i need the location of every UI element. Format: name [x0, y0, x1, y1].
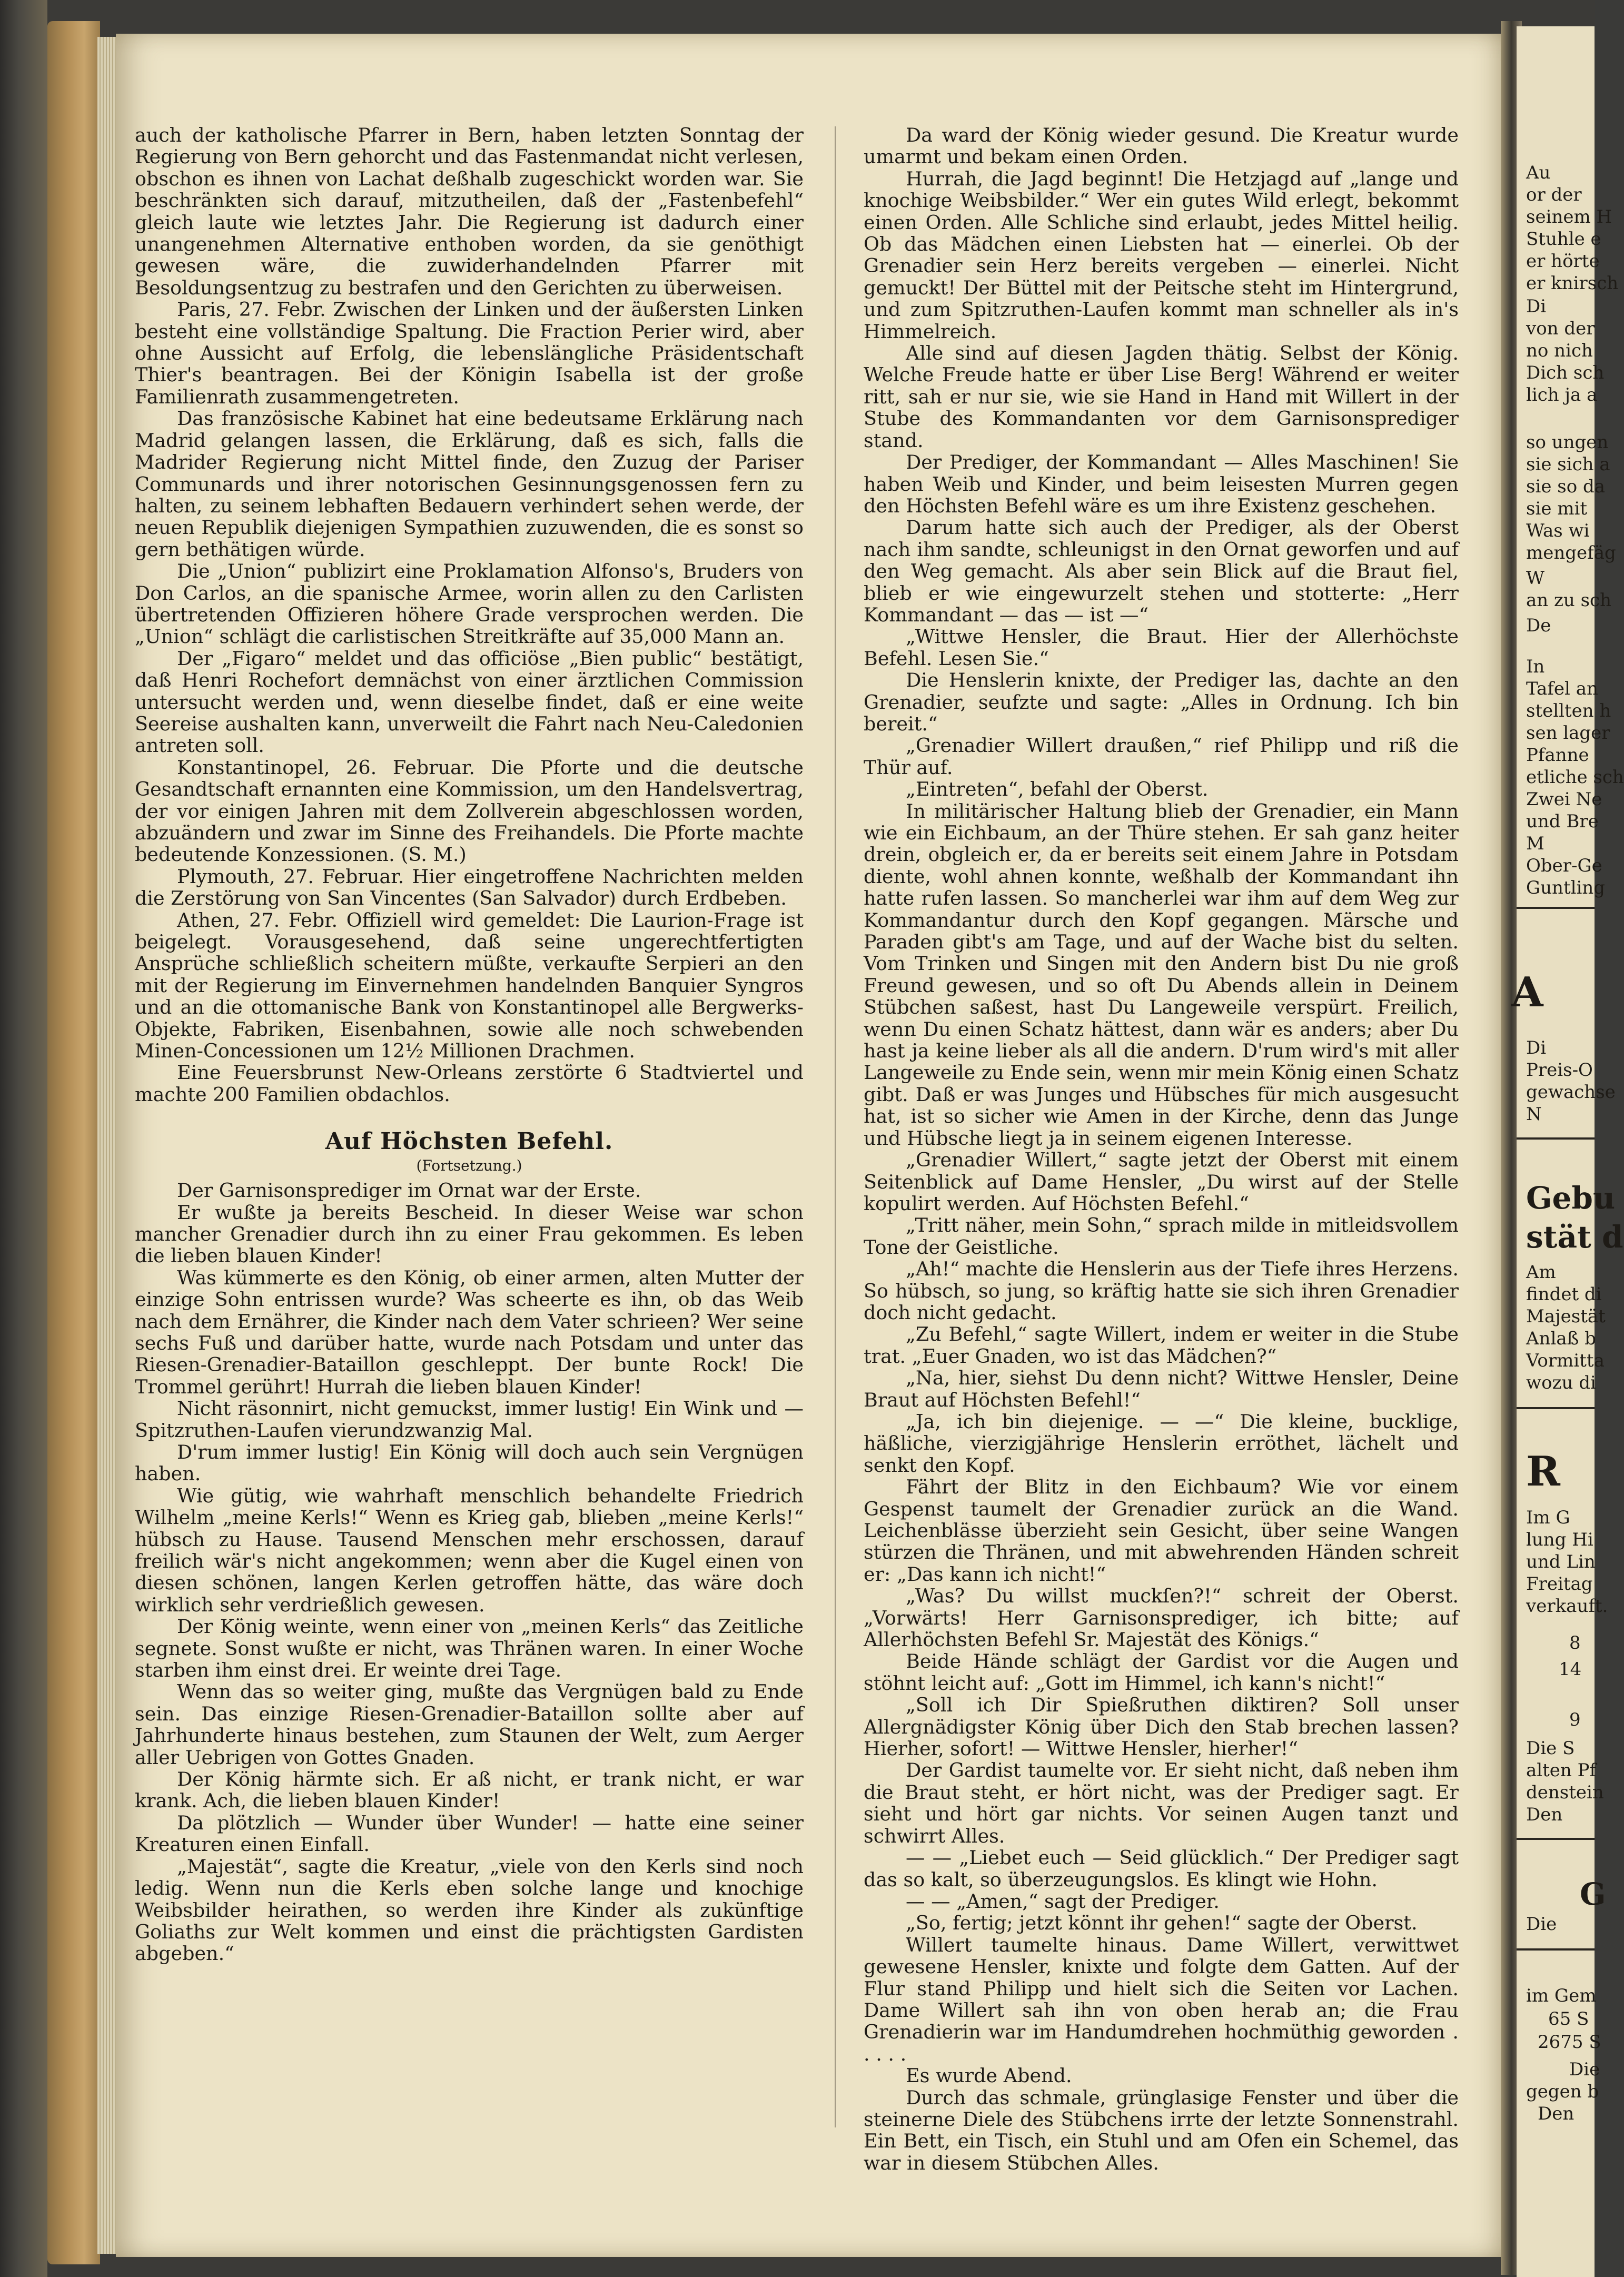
- facing-fragment: lung Hi: [1526, 1529, 1593, 1550]
- story-paragraph: Durch das schmale, grünglasige Fenster und über die steinerne Diele des Stübchens irrte der letzte Sonnenstrahl. Ein Bett, ein Tisch, ein Stuhl und am Ofen ein Schemel, das war in diesem Stübchen Alles.: [864, 2086, 1459, 2174]
- story-paragraph: In militärischer Haltung blieb der Grenadier, ein Mann wie ein Eichbaum, an der Thüre stehen. Er sah ganz heiter drein, obgleich er, da er bereits seit einem Jahre in Potsdam diente, wohl ahnen konnte, weßhalb der Kommandant ihn hatte rufen lassen. So mancherlei war ihm auf dem Weg zur Kommandantur durch den Kopf gegangen. Märsche und Paraden gibt's am Tage, und auf der Wache bist du selten. Vom Trinken und Singen mit den Andern bist Du nie groß Freund gewesen, und so oft Du Abends allein in Deinem Stübchen saßest, hast Du Langeweile verspürt. Freilich, wenn Du einen Schatz hättest, dann wär es anders; aber Du hast ja keine lieber als all die andern. D'rum wird's mit aller Langeweile zu Ende sein, wenn mir mein König einen Schatz gibt. Daß er was Junges und Hübsches für mich ausgesucht hat, ist so sicher wie Amen in der Kirche, denn das Junge und Hübsche liegt ja in seinem eigenen Interesse.: [864, 799, 1459, 1150]
- news-paragraph: Der „Figaro“ meldet und das officiöse „Bien public“ bestätigt, daß Henri Rochefort demnächst von einer ärztlichen Commission untersucht werden und, wenn dieselbe findet, daß er eine weite Seereise aushalten kann, unverweilt die Fahrt nach Neu-Caledonien antreten soll.: [135, 647, 804, 757]
- facing-fragment: er knirsch: [1526, 273, 1619, 294]
- facing-fragment: Den: [1526, 1804, 1563, 1825]
- facing-fragment: Anlaß b: [1526, 1328, 1596, 1349]
- story-paragraph: „So, fertig; jetzt könnt ihr gehen!“ sagte der Oberst.: [906, 1912, 1418, 1935]
- facing-heading: stät d: [1526, 1219, 1623, 1255]
- story-paragraph: „Tritt näher, mein Sohn,“ sprach milde in mitleidsvollem Tone der Geistliche.: [864, 1214, 1459, 1259]
- news-paragraph: Athen, 27. Febr. Offiziell wird gemeldet: Die Laurion-Frage ist beigelegt. Vorausgesehend, daß seine ungerechtfertigten Ansprüche schließlich scheitern müßte, verkaufte Serpieri an den mit der Regierung im Einvernehmen handelnden Banquier Syngros und an die ottomanische Bank von Konstantinopel alle Bergwerks-Objekte, Fabriken, Eisenbahnen, sowie alle noch schwebenden Minen-Concessionen um 12½ Millionen Drachmen.: [135, 908, 804, 1063]
- facing-fragment: lich ja a: [1526, 384, 1598, 405]
- facing-fragment: Zwei Ne: [1526, 789, 1602, 810]
- facing-fragment: Di: [1526, 1037, 1547, 1058]
- facing-fragment: er hörte: [1526, 251, 1600, 272]
- story-paragraph: — — „Liebet euch — Seid glücklich.“ Der Prediger sagt das so kalt, so überzeugungslos. Es klingt wie Hohn.: [864, 1846, 1459, 1891]
- story-paragraph: Da ward der König wieder gesund. Die Kreatur wurde umarmt und bekam einen Orden.: [864, 124, 1459, 169]
- story-paragraph: „Na, hier, siehst Du denn nicht? Wittwe Hensler, Deine Braut auf Höchsten Befehl!“: [864, 1367, 1459, 1411]
- news-paragraph: auch der katholische Pfarrer in Bern, haben letzten Sonntag der Regierung von Bern gehorcht und das Fastenmandat nicht verlesen, obschon es ihnen von Lachat deßhalb zugeschickt worden war. Sie beschränkten sich darauf, mitzutheilen, daß der „Fastenbefehl“ gleich laute wie letztes Jahr. Die Regierung ist dadurch einer unangenehmen Alternative enthoben worden, da sie genöthigt gewesen wäre, die zuwiderhandelnden Pfarrer mit Besoldungsentzug zu bestrafen und den Gerichten zu überweisen.: [135, 124, 804, 299]
- news-paragraph: Eine Feuersbrunst New-Orleans zerstörte 6 Stadtviertel und machte 200 Familien obdachlos.: [135, 1061, 804, 1106]
- facing-fragment: Guntling: [1526, 877, 1606, 898]
- news-paragraph: Plymouth, 27. Februar. Hier eingetroffene Nachrichten melden die Zerstörung von San Vincentes (San Salvador) durch Erdbeben.: [135, 865, 804, 910]
- facing-fragment: von der: [1526, 318, 1595, 339]
- facing-fragment: mengefäg: [1526, 542, 1616, 563]
- story-paragraph: Darum hatte sich auch der Prediger, als der Oberst nach ihm sandte, schleunigst in den Ornat geworfen und auf den Weg gemacht. Als aber sein Blick auf die Braut fiel, blieb er wie eingewurzelt stehen und stotterte: „Herr Kommandant — das — ist —“: [864, 516, 1459, 626]
- facing-fragment: verkauft.: [1526, 1596, 1608, 1617]
- story-paragraph: Wie gütig, wie wahrhaft menschlich behandelte Friedrich Wilhelm „meine Kerls!“ Wenn es Krieg gab, blieben „meine Kerls!“ hübsch zu Hause. Tausend Menschen mehr erschossen, darauf freilich wär's nicht angekommen; wenn aber die Kugel einen von diesen schönen, langen Kerlen getroffen hätte, das wäre doch wirklich sehr verdrießlich gewesen.: [135, 1484, 804, 1616]
- story-paragraph: „Grenadier Willert draußen,“ rief Philipp und riß die Thür auf.: [864, 734, 1459, 779]
- facing-fragment: Ober-Ge: [1526, 855, 1602, 876]
- facing-rule: [1517, 907, 1595, 909]
- facing-fragment: Freitag: [1526, 1573, 1593, 1595]
- facing-fragment: so ungen: [1526, 432, 1609, 453]
- facing-rule: [1517, 1838, 1595, 1840]
- story-paragraph: „Eintreten“, befahl der Oberst.: [906, 778, 1209, 801]
- facing-fragment: no nich: [1526, 340, 1593, 361]
- book-binding: [0, 0, 47, 2277]
- facing-fragment: Di: [1526, 296, 1547, 317]
- story-paragraph: Fährt der Blitz in den Eichbaum? Wie vor einem Gespenst taumelt der Grenadier zurück an die Wand. Leichenblässe überzieht sein Gesicht, über seine Wangen stürzen die Thränen, und mit abwehrenden Händen schreit er: „Das kann ich nicht!“: [864, 1476, 1459, 1586]
- facing-rule: [1517, 1407, 1595, 1409]
- facing-fragment: W: [1526, 568, 1544, 589]
- story-paragraph: „Was? Du willst muckſen?!“ schreit der Oberst. „Vorwärts! Herr Garnisonsprediger, ich bitte; auf Allerhöchsten Befehl Sr. Majestät des Königs.“: [864, 1585, 1459, 1651]
- facing-fragment: 65 S: [1548, 2008, 1589, 2029]
- story-paragraph: D'rum immer lustig! Ein König will doch auch sein Vergnügen haben.: [135, 1440, 804, 1486]
- story-paragraph: Der Gardist taumelte vor. Er sieht nicht, daß neben ihm die Braut steht, er hört nicht, was der Prediger sagt. Er sieht und hört gar nichts. Vor seinen Augen tanzt und schwirrt Alles.: [864, 1759, 1459, 1847]
- story-subtitle: (Fortsetzung.): [416, 1156, 522, 1174]
- news-paragraph: Konstantinopel, 26. Februar. Die Pforte und die deutsche Gesandtschaft ernannten eine Kommission, um den Handelsvertrag, der vor einigen Jahren mit dem Zollverein abgeschlossen worden, abzuändern und zwar im Sinne des Freihandels. Die Pforte machte bedeutende Konzessionen. (S. M.): [135, 756, 804, 866]
- story-paragraph: Alle sind auf diesen Jagden thätig. Selbst der König. Welche Freude hatte er über Lise Berg! Während er weiter ritt, sah er nur sie, wie sie Hand in Hand mit Willert in der Stube des Kommandanten vor dem Garnisonsprediger stand.: [864, 342, 1459, 452]
- facing-fragment: N: [1526, 1104, 1542, 1125]
- facing-fragment: gewachse: [1526, 1082, 1616, 1103]
- story-paragraph: „Zu Befehl,“ sagte Willert, indem er weiter in die Stube trat. „Euer Gnaden, wo ist das Mädchen?“: [864, 1323, 1459, 1368]
- facing-heading: A: [1511, 968, 1543, 1016]
- story-paragraph: Wenn das so weiter ging, mußte das Vergnügen bald zu Ende sein. Das einzige Riesen-Grenadier-Bataillon sollte aber auf Jahrhunderte hinaus bestehen, zum Staunen der Welt, zum Aerger aller Uebrigen von Gottes Gnaden.: [135, 1680, 804, 1769]
- story-paragraph: Der Garnisonsprediger im Ornat war der Erste.: [177, 1179, 641, 1202]
- story-paragraph: Beide Hände schlägt der Gardist vor die Augen und stöhnt leicht auf: „Gott im Himmel, ich kann's nicht!“: [864, 1650, 1459, 1695]
- facing-fragment: sie sich a: [1526, 454, 1610, 475]
- story-paragraph: Was kümmerte es den König, ob einer armen, alten Mutter der einzige Sohn entrissen wurde? Was scheerte es ihn, ob das Weib nach dem Ernährer, die Kinder nach dem Vater schrieen? Wer seine sechs Fuß und darüber hatte, wurde nach Potsdam und unter das Riesen-Grenadier-Bataillon geschleppt. Der bunte Rock! Die Trommel gerührt! Hurrah die lieben blauen Kinder!: [135, 1266, 804, 1398]
- facing-fragment: Stuhle e: [1526, 229, 1601, 250]
- facing-fragment: 2675 S: [1538, 2032, 1601, 2053]
- page-stack-edge: [97, 37, 118, 2254]
- facing-fragment: Au: [1526, 162, 1551, 183]
- story-paragraph: „Ah!“ machte die Henslerin aus der Tiefe ihres Herzens. So hübsch, so jung, so kräftig hatte sie sich ihren Grenadier doch nicht gedacht.: [864, 1258, 1459, 1324]
- facing-fragment: an zu sch: [1526, 590, 1611, 611]
- story-paragraph: Da plötzlich — Wunder über Wunder! — hatte eine seiner Kreaturen einen Einfall.: [135, 1811, 804, 1856]
- facing-fragment: Die S: [1526, 1738, 1575, 1759]
- story-paragraph: „Soll ich Dir Spießruthen diktiren? Soll unser Allergnädigster König über Dich den Stab brechen lassen? Hierher, sofort! — Wittwe Hensler, hierher!“: [864, 1694, 1459, 1760]
- story-paragraph: Hurrah, die Jagd beginnt! Die Hetzjagd auf „lange und knochige Weibsbilder.“ Wer ein gutes Wild erlegt, bekommt einen Orden. Alle Schliche sind erlaubt, jedes Mittel heilig. Ob das Mädchen einen Liebsten hat — einerlei. Ob der Grenadier sein Herz bereits vergeben — einerlei. Nicht gemuckt! Der Büttel mit der Peitsche steht im Hintergrund, und zum Spitzruthen-Laufen kommt man schneller als in's Himmelreich.: [864, 167, 1459, 343]
- facing-fragment: 8: [1569, 1632, 1581, 1654]
- story-paragraph: Willert taumelte hinaus. Dame Willert, verwittwet gewesene Hensler, knixte und folgte dem Gatten. Auf der Flur stand Philipp und hielt sich die Seiten vor Lachen. Dame Willert sah ihn von oben herab an; die Frau Grenadierin war im Handumdrehen hochmüthig geworden . . . . .: [864, 1933, 1459, 2065]
- facing-fragment: Tafel an: [1526, 678, 1598, 699]
- story-paragraph: Nicht räsonnirt, nicht gemuckst, immer lustig! Ein Wink und — Spitzruthen-Laufen vierundzwanzig Mal.: [135, 1397, 804, 1442]
- news-paragraph: Das französische Kabinet hat eine bedeutsame Erklärung nach Madrid gelangen lassen, die Erklärung, daß es sich, falls die Madrider Regierung nicht Mittel finde, den Zuzug der Pariser Communards und ihrer notorischen Gesinnungsgenossen fern zu halten, zu seinem lebhaften Bedauern verhindert sehen werde, der neuen Republik diejenigen Sympathien zuzuwenden, die es sonst so gern bethätigen würde.: [135, 407, 804, 561]
- facing-fragment: findet di: [1526, 1284, 1602, 1305]
- facing-fragment: Vormitta: [1526, 1350, 1605, 1371]
- news-paragraph: Paris, 27. Febr. Zwischen der Linken und der äußersten Linken besteht eine vollständige Spaltung. Die Fraction Perier wird, aber ohne Aussicht auf Erfolg, die lebenslängliche Präsidentschaft Thier's beantragen. Bei der Königin Isabella ist der große Familienrath zusammengetreten.: [135, 298, 804, 408]
- story-paragraph: „Wittwe Hensler, die Braut. Hier der Allerhöchste Befehl. Lesen Sie.“: [864, 625, 1459, 670]
- facing-fragment: sen lager: [1526, 722, 1610, 744]
- facing-fragment: Majestät: [1526, 1306, 1606, 1327]
- facing-fragment: Am: [1526, 1262, 1556, 1283]
- facing-rule: [1517, 1948, 1595, 1951]
- story-title: Auf Höchsten Befehl.: [325, 1128, 613, 1155]
- left-column: [135, 124, 804, 1965]
- story-paragraph: — — „Amen,“ sagt der Prediger.: [906, 1889, 1220, 1913]
- facing-heading: Gebu: [1526, 1180, 1616, 1216]
- facing-fragment: 9: [1569, 1709, 1581, 1730]
- facing-fragment: Den: [1538, 2103, 1575, 2124]
- right-column: [864, 124, 1459, 2174]
- story-paragraph: Der König härmte sich. Er aß nicht, er trank nicht, er war krank. Ach, die lieben blauen Kinder!: [135, 1768, 804, 1813]
- story-paragraph: Der König weinte, wenn einer von „meinen Kerls“ das Zeitliche segnete. Sonst wußte er nicht, was Thränen waren. In einer Woche starben ihm einst drei. Er weinte drei Tage.: [135, 1615, 804, 1682]
- facing-fragment: und Bre: [1526, 811, 1599, 832]
- facing-page-edge: [1511, 26, 1624, 2277]
- facing-fragment: Pfanne: [1526, 745, 1589, 766]
- facing-fragment: sie mit: [1526, 498, 1588, 519]
- facing-fragment: or der: [1526, 184, 1582, 205]
- story-paragraph: „Grenadier Willert,“ sagte jetzt der Oberst mit einem Seitenblick auf Dame Hensler, „Du wirst auf der Stelle kopulirt werden. Auf Höchsten Befehl.“: [864, 1149, 1459, 1215]
- facing-fragment: 14: [1559, 1659, 1582, 1680]
- story-paragraph: Die Henslerin knixte, der Prediger las, dachte an den Grenadier, seufzte und sagte: „Alles in Ordnung. Ich bin bereit.“: [864, 669, 1459, 735]
- facing-heading: G: [1580, 1876, 1606, 1912]
- facing-fragment: stellten h: [1526, 700, 1611, 721]
- facing-rule: [1517, 1137, 1595, 1140]
- facing-fragment: etliche sch: [1526, 767, 1624, 788]
- book-cover-edge: [47, 21, 100, 2264]
- story-paragraph: Es wurde Abend.: [906, 2064, 1072, 2087]
- story-paragraph: „Majestät“, sagte die Kreatur, „viele von den Kerls sind noch ledig. Wenn nun die Kerls eben solche lange und knochige Weibsbilder heirathen, so werden ihre Kinder als zukünftige Goliaths zur Welt kommen und einst die prächtigsten Gardisten abgeben.“: [135, 1855, 804, 1965]
- facing-fragment: Die: [1569, 2059, 1600, 2080]
- facing-fragment: Im G: [1526, 1507, 1570, 1528]
- column-rule: [835, 126, 836, 2127]
- facing-fragment: denstein: [1526, 1782, 1604, 1803]
- facing-fragment: M: [1526, 833, 1544, 854]
- news-paragraph: Die „Union“ publizirt eine Proklamation Alfonso's, Bruders von Don Carlos, an die spanische Armee, worin allen zu den Carlisten übertretenden Offizieren höhere Grade versprochen werden. Die „Union“ schlägt die carlistischen Streitkräfte auf 35,000 Mann an.: [135, 560, 804, 648]
- facing-fragment: Die: [1526, 1914, 1557, 1935]
- story-paragraph: Der Prediger, der Kommandant — Alles Maschinen! Sie haben Weib und Kinder, und beim leisesten Murren gegen den Höchsten Befehl wäre es um ihre Existenz geschehen.: [864, 451, 1459, 517]
- facing-fragment: De: [1526, 615, 1551, 636]
- facing-fragment: alten Pf: [1526, 1760, 1597, 1781]
- facing-fragment: seinem H: [1526, 206, 1612, 227]
- facing-heading: R: [1526, 1448, 1560, 1496]
- story-paragraph: „Ja, ich bin diejenige. — —“ Die kleine, bucklige, häßliche, vierzigjährige Henslerin erröthet, lächelt und senkt den Kopf.: [864, 1410, 1459, 1477]
- facing-fragment: Preis-O: [1526, 1060, 1593, 1081]
- facing-fragment: sie so da: [1526, 476, 1606, 497]
- facing-fragment: gegen b: [1526, 2081, 1599, 2102]
- story-paragraph: Er wußte ja bereits Bescheid. In dieser Weise war schon mancher Grenadier durch ihn zu einer Frau gekommen. Es leben die lieben blauen Kinder!: [135, 1201, 804, 1268]
- facing-fragment: In: [1526, 656, 1545, 677]
- facing-fragment: im Gem: [1526, 1985, 1597, 2006]
- facing-fragment: Dich sch: [1526, 362, 1605, 383]
- facing-fragment: wozu di: [1526, 1372, 1596, 1393]
- facing-fragment: Was wi: [1526, 520, 1590, 541]
- facing-fragment: und Lin: [1526, 1551, 1596, 1572]
